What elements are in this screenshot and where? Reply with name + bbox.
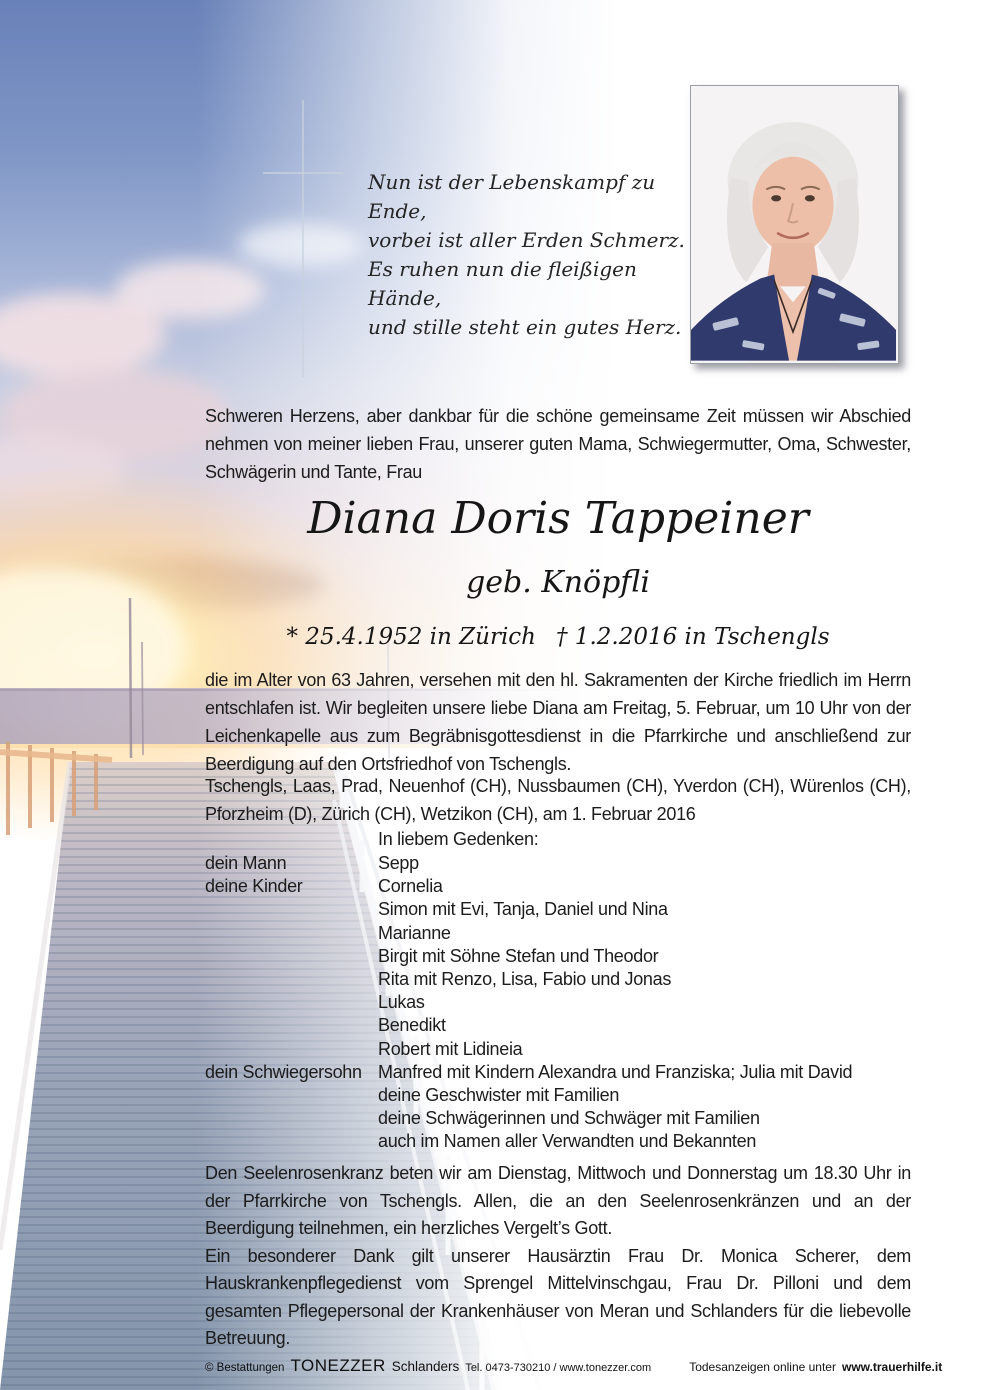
list-item: [205, 1039, 911, 1062]
deceased-name: Diana Doris Tappeiner: [307, 493, 809, 544]
funeral-home-brand: TONEZZER: [290, 1356, 386, 1375]
mourner-name: auch im Namen aller Verwandten und Bekannten: [378, 1131, 757, 1152]
places-paragraph: Tschengls, Laas, Prad, Neuenhof (CH), Nussbaumen (CH), Yverdon (CH), Würenlos (CH), Pforzheim (D), Zürich (CH), Wetzikon (CH), am 1. Februar 2016: [205, 776, 911, 824]
life-dates: [205, 622, 911, 652]
funeral-paragraph: die im Alter von 63 Jahren, versehen mit den hl. Sakramenten der Kirche friedlich im Herrn entschlafen ist. Wir begleiten unsere liebe Diana am Freitag, 5. Februar, um 10 Uhr von der Leichenkapelle aus zum Begräbnisgottesdienst in die Pfarrkirche und anschließend zur Beerdigung auf den Ortsfriedhof von Tschengls.: [205, 670, 911, 774]
poem-line: vorbei ist aller Erden Schmerz.: [368, 228, 685, 252]
portal-text: Todesanzeigen online unter: [689, 1360, 836, 1374]
funeral-home-location: Schlanders: [391, 1359, 460, 1374]
relation-label: deine Kinder: [205, 876, 303, 897]
list-item: [205, 876, 911, 899]
portrait-photo: [690, 85, 899, 364]
mourner-name: deine Geschwister mit Familien: [378, 1084, 620, 1105]
death-date: † 1.2.2016 in Tschengls: [556, 624, 830, 650]
list-item: [205, 853, 911, 876]
mourner-name: Lukas: [378, 992, 425, 1013]
mourner-name: deine Schwägerinnen und Schwäger mit Familien: [378, 1108, 760, 1129]
footer: [205, 1356, 943, 1376]
intro-paragraph: Schweren Herzens, aber dankbar für die schöne gemeinsame Zeit müssen wir Abschied nehmen von meiner lieben Frau, unserer guten Mama, Schwiegermutter, Oma, Schwester, Schwägerin und Tante, Frau: [205, 406, 911, 482]
rosary-paragraph: Den Seelenrosenkranz beten wir am Dienstag, Mittwoch und Donnerstag um 18.30 Uhr in der Pfarrkirche von Tschengls. Allen, die an den Seelenrosenkränzen und an der Beerdigung teilnehmen, ein herzliches Vergelt’s Gott.: [205, 1163, 911, 1238]
mourner-name: Robert mit Lidineia: [378, 1038, 523, 1059]
memorial-poem: [368, 168, 688, 342]
mourner-name: Benedikt: [378, 1015, 446, 1036]
relation-label: dein Mann: [205, 853, 287, 873]
list-item: [205, 992, 911, 1015]
poem-line: und stille steht ein gutes Herz.: [368, 315, 682, 339]
list-item: [205, 899, 911, 922]
poem-line: Nun ist der Lebenskampf zu Ende,: [368, 170, 656, 223]
list-item: [205, 969, 911, 992]
birth-date: * 25.4.1952 in Zürich: [286, 624, 536, 650]
list-item: [205, 1108, 911, 1131]
relation-label: dein Schwiegersohn: [205, 1061, 362, 1082]
portal-url: www.trauerhilfe.it: [841, 1360, 943, 1374]
mourner-name: Manfred mit Kindern Alexandra und Franziska; Julia mit David: [378, 1061, 853, 1082]
obituary-portal-info: [689, 1360, 942, 1374]
list-item: [205, 1015, 911, 1038]
list-item: [205, 1131, 911, 1154]
funeral-home-info: [205, 1356, 651, 1376]
mourner-name: Cornelia: [378, 876, 443, 897]
list-item: [205, 1085, 911, 1108]
thanks-paragraph: Ein besonderer Dank gilt unserer Hausärztin Frau Dr. Monica Scherer, dem Hauskrankenpflegedienst vom Sprengel Mittelvinschgau, Frau Dr. Pilloni und dem gesamten Pflegepersonal der Krankenhäuser von Meran und Schlanders für die liebevolle Betreuung.: [205, 1245, 911, 1348]
mourner-name: Marianne: [378, 922, 451, 943]
mourner-name: Simon mit Evi, Tanja, Daniel und Nina: [378, 899, 668, 920]
list-item: [205, 946, 911, 969]
mourner-name: Birgit mit Söhne Stefan und Theodor: [378, 945, 659, 966]
mourner-name: Sepp: [378, 853, 419, 873]
list-item: [205, 1062, 911, 1085]
poem-line: Es ruhen nun die fleißigen Hände,: [368, 257, 637, 310]
mourners-list: [205, 853, 911, 1154]
list-item: [205, 923, 911, 946]
copyright-text: © Bestattungen: [205, 1362, 285, 1374]
funeral-home-contact: Tel. 0473-730210 / www.tonezzer.com: [465, 1362, 652, 1374]
memorial-heading: In liebem Gedenken:: [378, 829, 539, 849]
mourner-name: Rita mit Renzo, Lisa, Fabio und Jonas: [378, 968, 672, 989]
closing-paragraphs: [205, 1160, 911, 1353]
maiden-name: geb. Knöpfli: [466, 565, 650, 600]
